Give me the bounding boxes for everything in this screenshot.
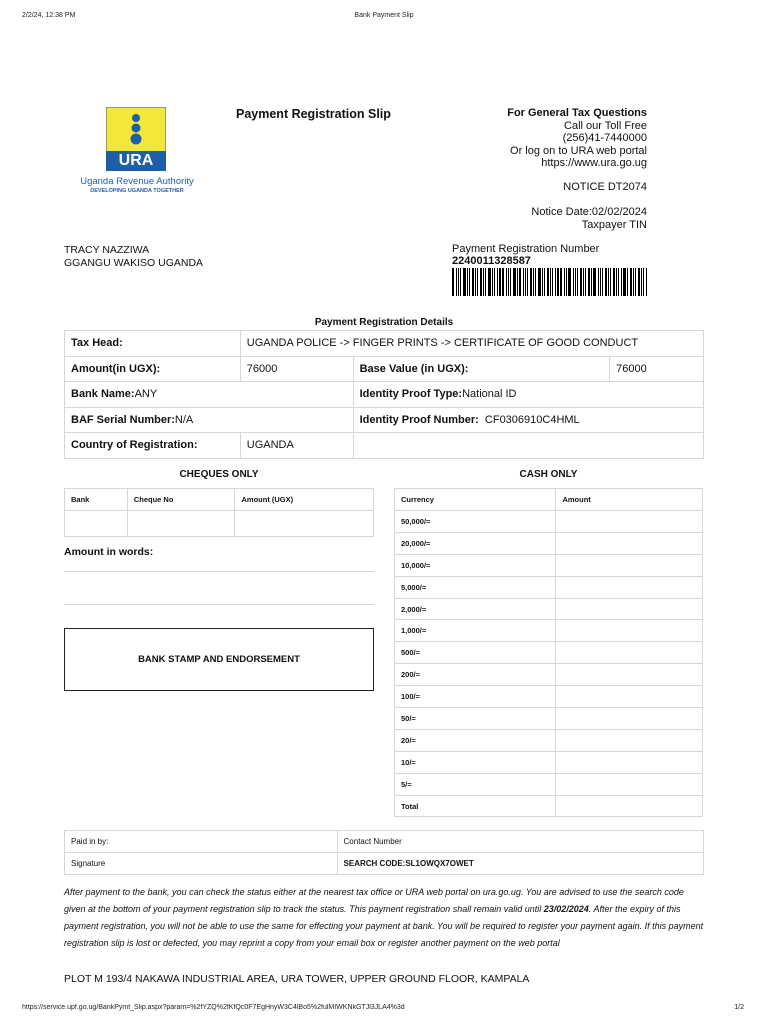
cheques-col-bank: Bank: [65, 489, 128, 511]
cash-amount-cell[interactable]: [556, 773, 703, 795]
barcode-bar: [475, 268, 476, 296]
barcode-bar: [593, 268, 596, 296]
barcode-bar: [555, 268, 556, 296]
barcode-bar: [618, 268, 619, 296]
barcode-bar: [544, 268, 545, 296]
tax-head-row: [65, 331, 704, 357]
paid-in-by-label: Paid in by:: [65, 831, 338, 853]
barcode-bar: [643, 268, 644, 296]
barcode-bar: [485, 268, 486, 296]
cash-amount-cell[interactable]: [556, 511, 703, 533]
barcode-bar: [585, 268, 586, 296]
amount-value: 76000: [240, 356, 353, 382]
registration-number: 2240011328587: [452, 255, 531, 267]
country-value: UGANDA: [240, 433, 353, 459]
barcode-bar: [527, 268, 528, 296]
barcode-bar: [577, 268, 578, 296]
cash-amount-cell[interactable]: [556, 620, 703, 642]
barcode-bar: [621, 268, 622, 296]
baf-value: N/A: [174, 413, 194, 426]
cash-amount-cell[interactable]: [556, 532, 703, 554]
cheques-entry-row: [65, 511, 374, 537]
barcode-bar: [508, 268, 509, 296]
barcode-bar: [456, 268, 457, 296]
barcode-bar: [627, 268, 628, 296]
barcode-bar: [560, 268, 562, 296]
cash-amount-cell[interactable]: [556, 554, 703, 576]
cash-row: [395, 686, 703, 708]
cash-denomination: 20,000/=: [395, 532, 556, 554]
cash-amount-cell[interactable]: [556, 708, 703, 730]
barcode-bar: [552, 268, 553, 296]
cash-header-row: [395, 489, 703, 511]
cash-denomination: 50,000/=: [395, 511, 556, 533]
barcode-bar: [591, 268, 592, 296]
registration-barcode: [452, 268, 648, 296]
amount-row: [65, 356, 704, 382]
cheques-col-cheque-no: Cheque No: [127, 489, 235, 511]
country-label: Country of Registration:: [65, 433, 241, 459]
barcode-bar: [513, 268, 516, 296]
cash-row: [395, 598, 703, 620]
cash-amount-cell[interactable]: [556, 795, 703, 817]
tax-questions-heading: For General Tax Questions: [507, 107, 647, 119]
cash-table: [394, 488, 703, 817]
cash-amount-cell[interactable]: [556, 664, 703, 686]
barcode-bar: [499, 268, 501, 296]
cash-row: [395, 729, 703, 751]
print-datetime: 2/2/24, 12:38 PM: [22, 12, 76, 19]
barcode-bar: [458, 268, 459, 296]
amount-label: Amount(in UGX):: [65, 356, 241, 382]
barcode-bar: [575, 268, 576, 296]
cash-denomination: Total: [395, 795, 556, 817]
cash-col-amount: Amount: [556, 489, 703, 511]
barcode-bar: [533, 268, 534, 296]
barcode-bar: [519, 268, 521, 296]
barcode-bar: [477, 268, 478, 296]
tax-head-label: Tax Head:: [65, 331, 241, 357]
notice-number: NOTICE DT2074: [563, 181, 647, 193]
portal-text: Or log on to URA web portal: [510, 144, 647, 157]
barcode-bar: [469, 268, 470, 296]
cash-amount-cell[interactable]: [556, 576, 703, 598]
base-value-value: 76000: [610, 356, 704, 382]
cash-denomination: 10,000/=: [395, 554, 556, 576]
cash-denomination: 5/=: [395, 773, 556, 795]
barcode-bar: [517, 268, 518, 296]
ura-logo-initials: URA: [118, 152, 154, 169]
barcode-bar: [488, 268, 491, 296]
barcode-bar: [635, 268, 636, 296]
bank-name-value: ANY: [134, 388, 158, 401]
search-code: SEARCH CODE:SL1OWQX7OWET: [337, 853, 703, 875]
barcode-bar: [616, 268, 617, 296]
details-table: [64, 330, 704, 459]
barcode-bar: [523, 268, 524, 296]
barcode-bar: [605, 268, 607, 296]
office-address: PLOT M 193/4 NAKAWA INDUSTRIAL AREA, URA TOWER, UPPER GROUND FLOOR, KAMPALA: [64, 973, 530, 985]
barcode-bar: [602, 268, 603, 296]
id-proof-number-value: CF0306910C4HML: [484, 413, 580, 426]
amount-words-line-2: [64, 604, 374, 605]
registration-label: Payment Registration Number: [452, 243, 600, 255]
id-proof-type-label: Identity Proof Type:: [359, 388, 463, 401]
barcode-bar: [608, 268, 609, 296]
note-part-2: . After the expiry of this payment registration, you will not be able to use the same for effecting your payment at bank. You will be required to register your payment again. If this payment registration slip is lost or defected, you may reprint a copy from your email box or register another payment on the web portal: [64, 904, 704, 948]
barcode-bar: [623, 268, 626, 296]
barcode-bar: [525, 268, 526, 296]
cash-row: [395, 664, 703, 686]
portal-url[interactable]: https://www.ura.go.ug: [541, 157, 647, 169]
amount-in-words-label: Amount in words:: [64, 546, 154, 558]
cash-row: [395, 708, 703, 730]
barcode-bar: [480, 268, 482, 296]
barcode-bar: [641, 268, 642, 296]
barcode-bar: [613, 268, 615, 296]
cash-amount-cell[interactable]: [556, 686, 703, 708]
barcode-bar: [598, 268, 599, 296]
barcode-bar: [568, 268, 571, 296]
barcode-bar: [580, 268, 582, 296]
barcode-bar: [547, 268, 549, 296]
barcode-bar: [483, 268, 484, 296]
bank-name-label: Bank Name:: [71, 388, 135, 401]
barcode-bar: [633, 268, 634, 296]
phone-number: (256)41-7440000: [562, 132, 647, 144]
cash-title: CASH ONLY: [519, 469, 578, 480]
id-proof-number-label: Identity Proof Number:: [359, 413, 479, 426]
cash-denomination: 5,000/=: [395, 576, 556, 598]
barcode-bar: [497, 268, 498, 296]
barcode-bar: [646, 268, 647, 296]
page-title: Payment Registration Slip: [236, 107, 391, 121]
barcode-bar: [566, 268, 567, 296]
barcode-bar: [542, 268, 543, 296]
barcode-bar: [557, 268, 559, 296]
barcode-bar: [535, 268, 536, 296]
bank-name-row: [65, 382, 704, 408]
barcode-bar: [573, 268, 574, 296]
cash-amount-cell[interactable]: [556, 642, 703, 664]
status-note: [64, 884, 704, 952]
cash-amount-cell[interactable]: [556, 598, 703, 620]
barcode-bar: [510, 268, 511, 296]
cash-row: [395, 576, 703, 598]
barcode-bar: [588, 268, 590, 296]
bank-stamp-label: BANK STAMP AND ENDORSEMENT: [138, 654, 300, 665]
base-value-label: Base Value (in UGX):: [353, 356, 609, 382]
toll-free-text: Call our Toll Free: [564, 119, 647, 132]
contact-number-label: Contact Number: [337, 831, 703, 853]
cash-row: [395, 751, 703, 773]
cash-row: [395, 773, 703, 795]
barcode-bar: [452, 268, 454, 296]
cash-col-currency: Currency: [395, 489, 556, 511]
cash-amount-cell[interactable]: [556, 751, 703, 773]
barcode-bar: [564, 268, 565, 296]
barcode-bar: [550, 268, 551, 296]
payer-address: GGANGU WAKISO UGANDA: [64, 256, 204, 269]
barcode-bar: [583, 268, 584, 296]
bank-stamp-box: [64, 628, 374, 691]
cash-row: [395, 795, 703, 817]
barcode-bar: [467, 268, 468, 296]
ura-logo-tagline: DEVELOPING UGANDA TOGETHER: [90, 188, 184, 194]
ura-logo: [106, 107, 166, 171]
signature-label: Signature: [65, 853, 338, 875]
barcode-bar: [492, 268, 493, 296]
baf-row: [65, 407, 704, 433]
cheques-table: [64, 488, 374, 537]
barcode-bar: [610, 268, 611, 296]
barcode-bar: [502, 268, 504, 296]
taxpayer-tin: Taxpayer TIN: [581, 219, 647, 231]
cheques-amount-cell[interactable]: [235, 511, 374, 537]
barcode-bar: [538, 268, 541, 296]
barcode-bar: [506, 268, 507, 296]
barcode-bar: [463, 268, 466, 296]
cash-denomination: 50/=: [395, 708, 556, 730]
cash-row: [395, 532, 703, 554]
print-page-number: 1/2: [734, 1004, 744, 1011]
note-part-1: After payment to the bank, you can check the status either at the nearest tax office or URA web portal on ura.go.ug. You are advised to use the search code given at the bottom of your payment registration slip to track the status. This payment registration shall remain valid until: [64, 887, 684, 914]
cash-denomination: 20/=: [395, 729, 556, 751]
cash-denomination: 10/=: [395, 751, 556, 773]
cash-denomination: 2,000/=: [395, 598, 556, 620]
cash-row: [395, 642, 703, 664]
ura-logo-name: Uganda Revenue Authority: [80, 176, 194, 187]
cheques-col-amount: Amount (UGX): [235, 489, 374, 511]
contact-block: [387, 107, 647, 170]
country-row: [65, 433, 704, 459]
payer-block: [64, 244, 203, 269]
cash-row: [395, 554, 703, 576]
cash-denomination: 100/=: [395, 686, 556, 708]
print-title: Bank Payment Slip: [354, 12, 414, 19]
cash-denomination: 200/=: [395, 664, 556, 686]
amount-words-line-1: [64, 571, 374, 572]
signature-row: [65, 853, 704, 875]
note-valid-until: 23/02/2024: [543, 904, 589, 914]
barcode-bar: [460, 268, 461, 296]
id-proof-type-value: National ID: [462, 388, 517, 401]
cheques-header-row: [65, 489, 374, 511]
tax-head-value: UGANDA POLICE -> FINGER PRINTS -> CERTIFICATE OF GOOD CONDUCT: [240, 331, 703, 357]
cash-row: [395, 511, 703, 533]
cash-denomination: 500/=: [395, 642, 556, 664]
paid-in-table: [64, 830, 704, 875]
cheques-title: CHEQUES ONLY: [179, 469, 259, 480]
paid-in-row: [65, 831, 704, 853]
details-title: Payment Registration Details: [314, 317, 454, 328]
cash-denomination: 1,000/=: [395, 620, 556, 642]
barcode-bar: [494, 268, 495, 296]
barcode-bar: [600, 268, 601, 296]
cheques-number-cell[interactable]: [127, 511, 235, 537]
cash-amount-cell[interactable]: [556, 729, 703, 751]
notice-date: Notice Date:02/02/2024: [531, 206, 647, 218]
cash-row: [395, 620, 703, 642]
barcode-bar: [630, 268, 632, 296]
print-url: https://service.upf.go.ug/BankPymt_Slip.aspx?param=%2fYZQ%2fKfQc0F7EgHnyW3C4lBo5%2fulMIWKNkGTJl3JLA4%3d: [22, 1004, 405, 1011]
cheques-bank-cell[interactable]: [65, 511, 128, 537]
barcode-bar: [530, 268, 532, 296]
baf-label: BAF Serial Number:: [71, 413, 175, 426]
barcode-bar: [472, 268, 474, 296]
payer-name: TRACY NAZZIWA: [64, 244, 150, 256]
barcode-bar: [638, 268, 640, 296]
